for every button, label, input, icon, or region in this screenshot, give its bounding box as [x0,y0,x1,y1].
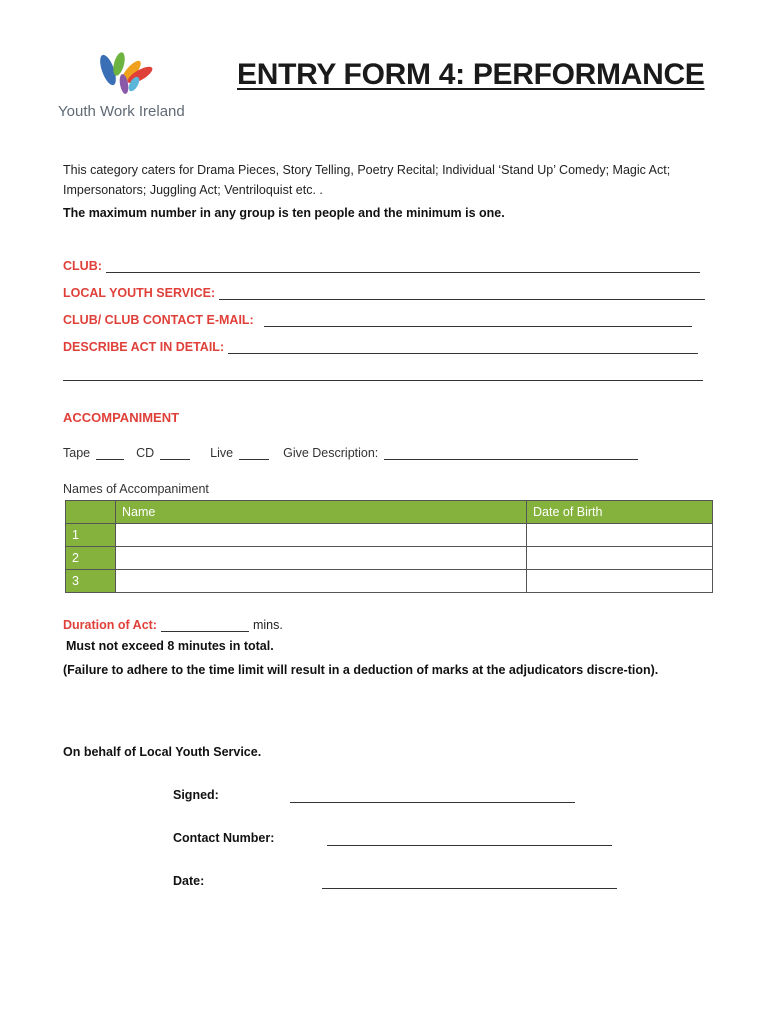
signed-input-line[interactable] [290,801,575,803]
page-title: ENTRY FORM 4: PERFORMANCE [237,58,705,91]
duration-input-line[interactable] [161,619,249,632]
row-number: 2 [66,547,116,570]
local-youth-service-row [63,286,705,300]
contact-email-label: CLUB/ CLUB CONTACT E-MAIL: [63,313,254,327]
local-youth-service-label: LOCAL YOUTH SERVICE: [63,286,216,300]
date-input-line[interactable] [322,887,617,889]
describe-act-label: DESCRIBE ACT IN DETAIL: [63,340,225,354]
cd-label: CD [136,446,155,460]
name-cell[interactable] [116,547,527,570]
contact-number-input-line[interactable] [327,844,612,846]
accompaniment-heading: ACCOMPANIMENT [63,410,180,425]
live-input-line[interactable] [239,447,269,460]
date-label: Date: [173,874,205,888]
contact-email-row [63,313,692,327]
row-number: 1 [66,524,116,547]
table-header-row [66,501,713,524]
describe-act-row [63,340,698,354]
intro-text: This category caters for Drama Pieces, Story Telling, Poetry Recital; Individual ‘Stand Up’ Comedy; Magic Act; Impersonators; Juggling Act; Ventriloquist etc. . [63,163,671,197]
local-youth-service-input-line[interactable] [219,287,705,300]
dob-cell[interactable] [527,547,713,570]
logo-text: Youth Work Ireland [58,103,185,120]
give-description-label: Give Description: [283,446,379,460]
table-row [66,524,713,547]
tape-label: Tape [63,446,91,460]
description-input-line[interactable] [384,447,638,460]
club-label: CLUB: [63,259,102,273]
group-rule-text: The maximum number in any group is ten people and the minimum is one. [63,206,505,220]
table-row [66,570,713,593]
row-number: 3 [66,570,116,593]
contact-number-label: Contact Number: [173,831,275,845]
max-duration-note: Must not exceed 8 minutes in total. [66,639,274,653]
describe-act-input-line[interactable] [228,341,698,354]
name-cell[interactable] [116,524,527,547]
table-row [66,547,713,570]
signed-label: Signed: [173,788,219,802]
cd-input-line[interactable] [160,447,190,460]
table-header-number [66,501,116,524]
accompaniment-options-row [63,446,638,460]
live-label: Live [210,446,234,460]
dob-cell[interactable] [527,570,713,593]
table-header-name: Name [116,501,527,524]
describe-act-extra-line[interactable] [63,368,703,381]
duration-label: Duration of Act: [63,618,157,632]
on-behalf-text: On behalf of Local Youth Service. [63,745,262,759]
duration-row [63,618,283,632]
club-field-row [63,259,700,273]
penalty-note: (Failure to adhere to the time limit will result in a deduction of marks at the adjudicators discre-tion). [63,663,659,677]
contact-email-input-line[interactable] [264,314,692,327]
table-header-dob: Date of Birth [527,501,713,524]
names-of-accompaniment-label: Names of Accompaniment [63,482,209,496]
tape-input-line[interactable] [96,447,124,460]
dob-cell[interactable] [527,524,713,547]
club-input-line[interactable] [106,260,700,273]
accompaniment-table [65,500,713,593]
duration-unit: mins. [252,618,283,632]
name-cell[interactable] [116,570,527,593]
